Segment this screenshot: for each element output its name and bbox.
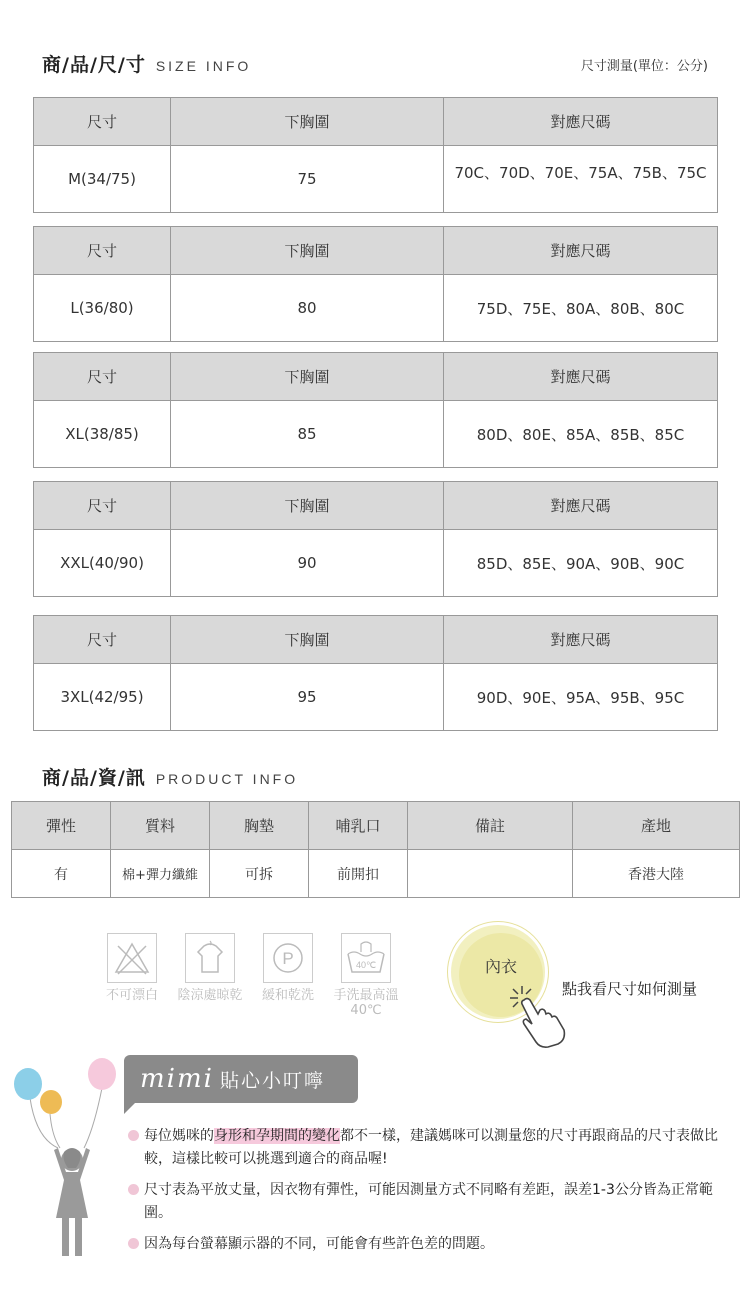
underbust-value: 95 xyxy=(171,664,444,731)
product-info-value-row xyxy=(12,850,740,898)
tip-1-highlight: 身形和孕期間的變化 xyxy=(214,1128,340,1144)
value-remarks xyxy=(408,850,573,898)
gentle-dry-clean-icon xyxy=(263,933,313,983)
product-info-title-en: PRODUCT INFO xyxy=(155,771,299,787)
header-size: 尺寸 xyxy=(34,482,171,530)
product-info-title-zh: 商/品/資/訊 xyxy=(42,767,146,789)
header-material: 質料 xyxy=(111,802,210,850)
underbust-value: 75 xyxy=(171,146,444,213)
size-value-row xyxy=(34,664,718,731)
tip-item xyxy=(128,1233,728,1256)
header-fit-sizes: 對應尺碼 xyxy=(444,353,718,401)
girl-with-balloons-illustration xyxy=(8,1048,128,1264)
fit-sizes-value: 80D、80E、85A、85B、85C xyxy=(444,401,718,468)
header-elasticity: 彈性 xyxy=(12,802,111,850)
hand-wash-icon xyxy=(341,933,391,983)
header-fit-sizes: 對應尺碼 xyxy=(444,98,718,146)
care-item-no-bleach xyxy=(93,933,171,1018)
size-header-row xyxy=(34,616,718,664)
product-info-header-row xyxy=(12,802,740,850)
size-value-row xyxy=(34,146,718,213)
bullet-dot-icon xyxy=(128,1130,139,1141)
care-item-shade-dry xyxy=(171,933,249,1018)
header-size: 尺寸 xyxy=(34,98,171,146)
yellow-balloon xyxy=(40,1090,62,1114)
size-value-row xyxy=(34,401,718,468)
bullet-dot-icon xyxy=(128,1184,139,1195)
unit-note: 尺寸測量(單位：公分) xyxy=(580,59,708,74)
mimi-bubble-tail xyxy=(124,1096,142,1114)
underbust-value: 90 xyxy=(171,530,444,597)
fit-sizes-value: 75D、75E、80A、80B、80C xyxy=(444,275,718,342)
header-underbust: 下胸圍 xyxy=(171,227,444,275)
header-underbust: 下胸圍 xyxy=(171,353,444,401)
tip-item xyxy=(128,1125,728,1171)
header-fit-sizes: 對應尺碼 xyxy=(444,616,718,664)
bullet-dot-icon xyxy=(128,1238,139,1249)
fit-sizes-value: 70C、70D、70E、75A、75B、75C xyxy=(444,146,718,213)
header-size: 尺寸 xyxy=(34,616,171,664)
header-origin: 產地 xyxy=(573,802,740,850)
header-size: 尺寸 xyxy=(34,353,171,401)
mimi-brand: mimi xyxy=(140,1064,214,1094)
tip-2-text: 尺寸表為平放丈量，因衣物有彈性，可能因測量方式不同略有差距，誤差1-3公分皆為正常範圍。 xyxy=(144,1182,713,1221)
care-label-hand-wash-line2: 40℃ xyxy=(350,1003,382,1018)
fit-sizes-value: 85D、85E、90A、90B、90C xyxy=(444,530,718,597)
size-table-5 xyxy=(33,615,718,731)
care-label-hand-wash xyxy=(327,988,405,1018)
size-table-3 xyxy=(33,352,718,468)
value-origin: 香港大陸 xyxy=(573,850,740,898)
care-label-shade-dry: 陰涼處晾乾 xyxy=(177,988,243,1003)
header-fit-sizes: 對應尺碼 xyxy=(444,227,718,275)
pink-balloon xyxy=(88,1058,116,1090)
care-label-gentle-dry-clean: 緩和乾洗 xyxy=(261,988,314,1003)
size-value-row xyxy=(34,530,718,597)
care-item-gentle-dry-clean xyxy=(249,933,327,1018)
size-header-row xyxy=(34,482,718,530)
blue-balloon xyxy=(14,1068,42,1100)
size-info-title-zh: 商/品/尺/寸 xyxy=(42,54,146,76)
size-info-title-en: SIZE INFO xyxy=(155,58,252,74)
size-value: XL(38/85) xyxy=(34,401,171,468)
size-info-title xyxy=(42,50,251,77)
size-value: XXL(40/90) xyxy=(34,530,171,597)
product-info-title xyxy=(42,763,298,790)
value-nursing-opening: 前開扣 xyxy=(309,850,408,898)
care-item-hand-wash xyxy=(327,933,405,1018)
gentle-dry-clean-glyph: P xyxy=(282,949,294,968)
no-bleach-icon xyxy=(107,933,157,983)
size-header-row xyxy=(34,353,718,401)
tip-3-text: 因為每台螢幕顯示器的不同，可能會有些許色差的問題。 xyxy=(144,1236,494,1252)
value-elasticity: 有 xyxy=(12,850,111,898)
size-value-row xyxy=(34,275,718,342)
tip-1-pre: 每位媽咪的 xyxy=(144,1128,214,1144)
care-label-hand-wash-line1: 手洗最高溫 xyxy=(333,988,399,1003)
header-padding: 胸墊 xyxy=(210,802,309,850)
product-info-table xyxy=(11,801,740,898)
size-value: 3XL(42/95) xyxy=(34,664,171,731)
value-padding: 可拆 xyxy=(210,850,309,898)
how-to-measure-text[interactable]: 點我看尺寸如何測量 xyxy=(562,980,698,998)
shade-dry-icon xyxy=(185,933,235,983)
header-fit-sizes: 對應尺碼 xyxy=(444,482,718,530)
size-value: M(34/75) xyxy=(34,146,171,213)
header-underbust: 下胸圍 xyxy=(171,616,444,664)
size-table-1 xyxy=(33,97,718,213)
care-label-no-bleach: 不可漂白 xyxy=(105,988,158,1003)
fit-sizes-value: 90D、90E、95A、95B、95C xyxy=(444,664,718,731)
measure-circle-label[interactable]: 內衣 xyxy=(459,933,543,1017)
header-nursing-opening: 哺乳口 xyxy=(309,802,408,850)
care-instructions xyxy=(93,933,405,1018)
tips-list xyxy=(128,1125,728,1264)
size-header-row xyxy=(34,98,718,146)
header-underbust: 下胸圍 xyxy=(171,98,444,146)
size-header-row xyxy=(34,227,718,275)
hand-wash-glyph: 40℃ xyxy=(355,960,377,970)
underbust-value: 85 xyxy=(171,401,444,468)
mimi-bubble xyxy=(124,1055,358,1103)
value-material: 棉+彈力纖維 xyxy=(111,850,210,898)
size-value: L(36/80) xyxy=(34,275,171,342)
header-remarks: 備註 xyxy=(408,802,573,850)
tip-1-post: 都不一樣，建議媽咪可以測量您的尺寸再跟商品的尺寸表做比較，這樣比較可以挑選到適合的商品喔! xyxy=(144,1128,718,1167)
size-table-4 xyxy=(33,481,718,597)
header-size: 尺寸 xyxy=(34,227,171,275)
mimi-title: 貼心小叮嚀 xyxy=(219,1069,325,1092)
size-table-2 xyxy=(33,226,718,342)
tip-item xyxy=(128,1179,728,1225)
header-underbust: 下胸圍 xyxy=(171,482,444,530)
underbust-value: 80 xyxy=(171,275,444,342)
mimi-tips-section xyxy=(0,1040,750,1290)
